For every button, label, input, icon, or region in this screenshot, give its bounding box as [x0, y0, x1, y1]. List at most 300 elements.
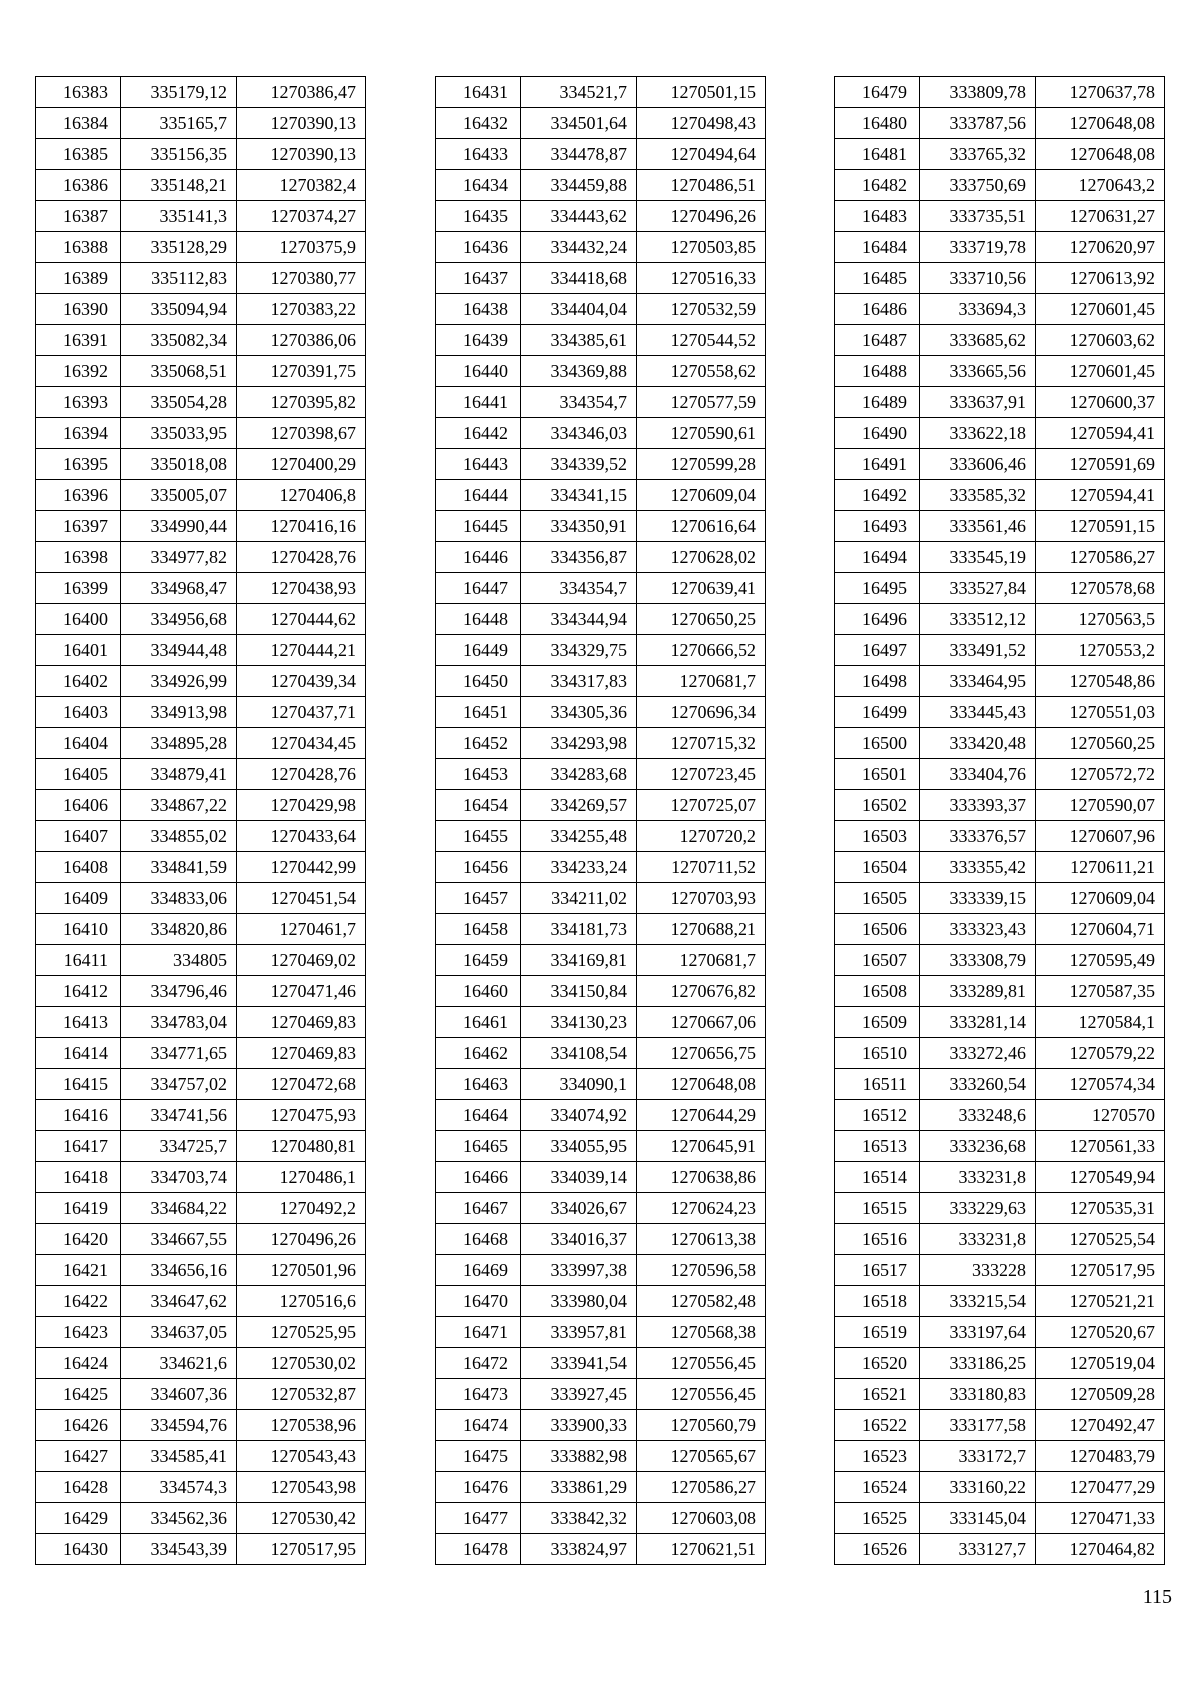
x-coordinate-cell: 334926,99 [121, 666, 237, 697]
x-coordinate-cell: 333180,83 [920, 1379, 1036, 1410]
y-coordinate-cell: 1270681,7 [637, 666, 766, 697]
point-number-cell: 16507 [835, 945, 920, 976]
y-coordinate-cell: 1270395,82 [237, 387, 366, 418]
point-number-cell: 16403 [36, 697, 121, 728]
y-coordinate-cell: 1270561,33 [1036, 1131, 1165, 1162]
y-coordinate-cell: 1270570 [1036, 1100, 1165, 1131]
point-number-cell: 16511 [835, 1069, 920, 1100]
y-coordinate-cell: 1270471,46 [237, 976, 366, 1007]
y-coordinate-cell: 1270603,62 [1036, 325, 1165, 356]
x-coordinate-cell: 335156,35 [121, 139, 237, 170]
point-number-cell: 16392 [36, 356, 121, 387]
point-number-cell: 16393 [36, 387, 121, 418]
x-coordinate-cell: 334725,7 [121, 1131, 237, 1162]
table-row [436, 356, 766, 387]
y-coordinate-cell: 1270525,54 [1036, 1224, 1165, 1255]
table-row [436, 170, 766, 201]
x-coordinate-cell: 334667,55 [121, 1224, 237, 1255]
x-coordinate-cell: 334805 [121, 945, 237, 976]
coordinate-table-2 [435, 76, 766, 1565]
x-coordinate-cell: 333376,57 [920, 821, 1036, 852]
point-number-cell: 16415 [36, 1069, 121, 1100]
point-number-cell: 16425 [36, 1379, 121, 1410]
y-coordinate-cell: 1270438,93 [237, 573, 366, 604]
point-number-cell: 16523 [835, 1441, 920, 1472]
point-number-cell: 16454 [436, 790, 521, 821]
point-number-cell: 16471 [436, 1317, 521, 1348]
point-number-cell: 16485 [835, 263, 920, 294]
table-row [835, 294, 1165, 325]
y-coordinate-cell: 1270578,68 [1036, 573, 1165, 604]
table-row [436, 1100, 766, 1131]
y-coordinate-cell: 1270519,04 [1036, 1348, 1165, 1379]
point-number-cell: 16424 [36, 1348, 121, 1379]
y-coordinate-cell: 1270656,75 [637, 1038, 766, 1069]
x-coordinate-cell: 333842,32 [521, 1503, 637, 1534]
table-row [835, 1255, 1165, 1286]
x-coordinate-cell: 333464,95 [920, 666, 1036, 697]
table-row [36, 511, 366, 542]
x-coordinate-cell: 334369,88 [521, 356, 637, 387]
y-coordinate-cell: 1270538,96 [237, 1410, 366, 1441]
x-coordinate-cell: 334356,87 [521, 542, 637, 573]
y-coordinate-cell: 1270517,95 [237, 1534, 366, 1565]
x-coordinate-cell: 333145,04 [920, 1503, 1036, 1534]
x-coordinate-cell: 335033,95 [121, 418, 237, 449]
point-number-cell: 16517 [835, 1255, 920, 1286]
table-row [36, 294, 366, 325]
y-coordinate-cell: 1270556,45 [637, 1379, 766, 1410]
point-number-cell: 16447 [436, 573, 521, 604]
point-number-cell: 16409 [36, 883, 121, 914]
table-row [436, 1472, 766, 1503]
table-row [835, 1472, 1165, 1503]
y-coordinate-cell: 1270587,35 [1036, 976, 1165, 1007]
table-row [36, 1131, 366, 1162]
table-row [36, 325, 366, 356]
y-coordinate-cell: 1270560,25 [1036, 728, 1165, 759]
x-coordinate-cell: 333248,6 [920, 1100, 1036, 1131]
y-coordinate-cell: 1270666,52 [637, 635, 766, 666]
x-coordinate-cell: 333186,25 [920, 1348, 1036, 1379]
x-coordinate-cell: 333710,56 [920, 263, 1036, 294]
point-number-cell: 16412 [36, 976, 121, 1007]
table-row [436, 1441, 766, 1472]
table-row [835, 542, 1165, 573]
table-row [835, 1441, 1165, 1472]
point-number-cell: 16482 [835, 170, 920, 201]
x-coordinate-cell: 335005,07 [121, 480, 237, 511]
point-number-cell: 16520 [835, 1348, 920, 1379]
point-number-cell: 16449 [436, 635, 521, 666]
y-coordinate-cell: 1270503,85 [637, 232, 766, 263]
table-row [835, 1224, 1165, 1255]
x-coordinate-cell: 334329,75 [521, 635, 637, 666]
x-coordinate-cell: 334895,28 [121, 728, 237, 759]
point-number-cell: 16406 [36, 790, 121, 821]
y-coordinate-cell: 1270521,21 [1036, 1286, 1165, 1317]
point-number-cell: 16489 [835, 387, 920, 418]
point-number-cell: 16386 [36, 170, 121, 201]
x-coordinate-cell: 333289,81 [920, 976, 1036, 1007]
y-coordinate-cell: 1270501,15 [637, 77, 766, 108]
x-coordinate-cell: 333197,64 [920, 1317, 1036, 1348]
x-coordinate-cell: 333997,38 [521, 1255, 637, 1286]
x-coordinate-cell: 335094,94 [121, 294, 237, 325]
point-number-cell: 16463 [436, 1069, 521, 1100]
table-row [36, 666, 366, 697]
point-number-cell: 16426 [36, 1410, 121, 1441]
table-row [436, 1348, 766, 1379]
point-number-cell: 16391 [36, 325, 121, 356]
table-row [835, 201, 1165, 232]
table-row [436, 1379, 766, 1410]
point-number-cell: 16506 [835, 914, 920, 945]
x-coordinate-cell: 334684,22 [121, 1193, 237, 1224]
table-row [36, 852, 366, 883]
point-number-cell: 16465 [436, 1131, 521, 1162]
table-row [835, 883, 1165, 914]
table-row [36, 635, 366, 666]
x-coordinate-cell: 334833,06 [121, 883, 237, 914]
x-coordinate-cell: 333420,48 [920, 728, 1036, 759]
table-row [36, 1193, 366, 1224]
y-coordinate-cell: 1270601,45 [1036, 356, 1165, 387]
y-coordinate-cell: 1270711,52 [637, 852, 766, 883]
table-row [36, 790, 366, 821]
y-coordinate-cell: 1270584,1 [1036, 1007, 1165, 1038]
x-coordinate-cell: 333637,91 [920, 387, 1036, 418]
y-coordinate-cell: 1270639,41 [637, 573, 766, 604]
point-number-cell: 16448 [436, 604, 521, 635]
y-coordinate-cell: 1270720,2 [637, 821, 766, 852]
table-row [36, 1100, 366, 1131]
table-row [436, 728, 766, 759]
y-coordinate-cell: 1270483,79 [1036, 1441, 1165, 1472]
x-coordinate-cell: 333622,18 [920, 418, 1036, 449]
point-number-cell: 16419 [36, 1193, 121, 1224]
y-coordinate-cell: 1270486,1 [237, 1162, 366, 1193]
point-number-cell: 16401 [36, 635, 121, 666]
point-number-cell: 16434 [436, 170, 521, 201]
point-number-cell: 16519 [835, 1317, 920, 1348]
y-coordinate-cell: 1270480,81 [237, 1131, 366, 1162]
y-coordinate-cell: 1270496,26 [237, 1224, 366, 1255]
table-row [36, 108, 366, 139]
x-coordinate-cell: 335112,83 [121, 263, 237, 294]
y-coordinate-cell: 1270442,99 [237, 852, 366, 883]
y-coordinate-cell: 1270565,67 [637, 1441, 766, 1472]
point-number-cell: 16491 [835, 449, 920, 480]
x-coordinate-cell: 334293,98 [521, 728, 637, 759]
point-number-cell: 16432 [436, 108, 521, 139]
table-row [36, 542, 366, 573]
point-number-cell: 16479 [835, 77, 920, 108]
x-coordinate-cell: 334418,68 [521, 263, 637, 294]
point-number-cell: 16457 [436, 883, 521, 914]
x-coordinate-cell: 333750,69 [920, 170, 1036, 201]
table-row [436, 1224, 766, 1255]
y-coordinate-cell: 1270437,71 [237, 697, 366, 728]
point-number-cell: 16525 [835, 1503, 920, 1534]
y-coordinate-cell: 1270595,49 [1036, 945, 1165, 976]
point-number-cell: 16518 [835, 1286, 920, 1317]
table-row [436, 325, 766, 356]
y-coordinate-cell: 1270631,27 [1036, 201, 1165, 232]
table-row [36, 1038, 366, 1069]
x-coordinate-cell: 333445,43 [920, 697, 1036, 728]
y-coordinate-cell: 1270532,87 [237, 1379, 366, 1410]
x-coordinate-cell: 334211,02 [521, 883, 637, 914]
y-coordinate-cell: 1270471,33 [1036, 1503, 1165, 1534]
x-coordinate-cell: 335141,3 [121, 201, 237, 232]
table-row [436, 1410, 766, 1441]
x-coordinate-cell: 335068,51 [121, 356, 237, 387]
x-coordinate-cell: 335082,34 [121, 325, 237, 356]
table-row [436, 604, 766, 635]
table-row [36, 759, 366, 790]
y-coordinate-cell: 1270568,38 [637, 1317, 766, 1348]
coordinate-table-3 [834, 76, 1165, 1565]
point-number-cell: 16430 [36, 1534, 121, 1565]
point-number-cell: 16460 [436, 976, 521, 1007]
y-coordinate-cell: 1270386,06 [237, 325, 366, 356]
y-coordinate-cell: 1270645,91 [637, 1131, 766, 1162]
point-number-cell: 16496 [835, 604, 920, 635]
point-number-cell: 16501 [835, 759, 920, 790]
point-number-cell: 16397 [36, 511, 121, 542]
y-coordinate-cell: 1270486,51 [637, 170, 766, 201]
x-coordinate-cell: 333685,62 [920, 325, 1036, 356]
x-coordinate-cell: 334977,82 [121, 542, 237, 573]
x-coordinate-cell: 333393,37 [920, 790, 1036, 821]
point-number-cell: 16458 [436, 914, 521, 945]
table-row [436, 1286, 766, 1317]
point-number-cell: 16418 [36, 1162, 121, 1193]
x-coordinate-cell: 333404,76 [920, 759, 1036, 790]
table-row [436, 821, 766, 852]
table-row [436, 387, 766, 418]
y-coordinate-cell: 1270429,98 [237, 790, 366, 821]
x-coordinate-cell: 333491,52 [920, 635, 1036, 666]
y-coordinate-cell: 1270644,29 [637, 1100, 766, 1131]
table-row [835, 945, 1165, 976]
point-number-cell: 16437 [436, 263, 521, 294]
x-coordinate-cell: 334543,39 [121, 1534, 237, 1565]
x-coordinate-cell: 333229,63 [920, 1193, 1036, 1224]
point-number-cell: 16459 [436, 945, 521, 976]
y-coordinate-cell: 1270509,28 [1036, 1379, 1165, 1410]
x-coordinate-cell: 333228 [920, 1255, 1036, 1286]
y-coordinate-cell: 1270613,92 [1036, 263, 1165, 294]
x-coordinate-cell: 333606,46 [920, 449, 1036, 480]
table-row [436, 77, 766, 108]
x-coordinate-cell: 334879,41 [121, 759, 237, 790]
point-number-cell: 16395 [36, 449, 121, 480]
x-coordinate-cell: 334039,14 [521, 1162, 637, 1193]
table-row [436, 1007, 766, 1038]
y-coordinate-cell: 1270543,98 [237, 1472, 366, 1503]
x-coordinate-cell: 334855,02 [121, 821, 237, 852]
y-coordinate-cell: 1270416,16 [237, 511, 366, 542]
table-row [835, 1534, 1165, 1565]
y-coordinate-cell: 1270577,59 [637, 387, 766, 418]
table-row [436, 480, 766, 511]
x-coordinate-cell: 334607,36 [121, 1379, 237, 1410]
table-row [835, 666, 1165, 697]
point-number-cell: 16504 [835, 852, 920, 883]
y-coordinate-cell: 1270688,21 [637, 914, 766, 945]
table-row [36, 449, 366, 480]
table-row [36, 945, 366, 976]
x-coordinate-cell: 334459,88 [521, 170, 637, 201]
table-row [835, 697, 1165, 728]
x-coordinate-cell: 335128,29 [121, 232, 237, 263]
table-row [835, 914, 1165, 945]
x-coordinate-cell: 334757,02 [121, 1069, 237, 1100]
table-row [436, 914, 766, 945]
table-row [36, 1348, 366, 1379]
table-row [835, 1503, 1165, 1534]
table-row [835, 387, 1165, 418]
table-row [835, 108, 1165, 139]
point-number-cell: 16516 [835, 1224, 920, 1255]
point-number-cell: 16423 [36, 1317, 121, 1348]
point-number-cell: 16384 [36, 108, 121, 139]
x-coordinate-cell: 334867,22 [121, 790, 237, 821]
table-row [835, 976, 1165, 1007]
x-coordinate-cell: 333272,46 [920, 1038, 1036, 1069]
table-row [835, 790, 1165, 821]
table-row [36, 821, 366, 852]
y-coordinate-cell: 1270382,4 [237, 170, 366, 201]
table-row [835, 1317, 1165, 1348]
y-coordinate-cell: 1270596,58 [637, 1255, 766, 1286]
y-coordinate-cell: 1270444,21 [237, 635, 366, 666]
point-number-cell: 16433 [436, 139, 521, 170]
x-coordinate-cell: 334913,98 [121, 697, 237, 728]
x-coordinate-cell: 334956,68 [121, 604, 237, 635]
x-coordinate-cell: 334562,36 [121, 1503, 237, 1534]
x-coordinate-cell: 333281,14 [920, 1007, 1036, 1038]
point-number-cell: 16443 [436, 449, 521, 480]
table-row [436, 1317, 766, 1348]
point-number-cell: 16396 [36, 480, 121, 511]
table-row [36, 263, 366, 294]
y-coordinate-cell: 1270611,21 [1036, 852, 1165, 883]
x-coordinate-cell: 333215,54 [920, 1286, 1036, 1317]
table-row [436, 1193, 766, 1224]
x-coordinate-cell: 333160,22 [920, 1472, 1036, 1503]
x-coordinate-cell: 334585,41 [121, 1441, 237, 1472]
point-number-cell: 16475 [436, 1441, 521, 1472]
table-row [436, 1162, 766, 1193]
point-number-cell: 16480 [835, 108, 920, 139]
x-coordinate-cell: 334521,7 [521, 77, 637, 108]
y-coordinate-cell: 1270428,76 [237, 542, 366, 573]
x-coordinate-cell: 333719,78 [920, 232, 1036, 263]
x-coordinate-cell: 334783,04 [121, 1007, 237, 1038]
point-number-cell: 16439 [436, 325, 521, 356]
x-coordinate-cell: 333355,42 [920, 852, 1036, 883]
x-coordinate-cell: 333927,45 [521, 1379, 637, 1410]
point-number-cell: 16470 [436, 1286, 521, 1317]
y-coordinate-cell: 1270603,08 [637, 1503, 766, 1534]
y-coordinate-cell: 1270374,27 [237, 201, 366, 232]
point-number-cell: 16442 [436, 418, 521, 449]
x-coordinate-cell: 333900,33 [521, 1410, 637, 1441]
point-number-cell: 16436 [436, 232, 521, 263]
table-row [36, 604, 366, 635]
y-coordinate-cell: 1270582,48 [637, 1286, 766, 1317]
point-number-cell: 16503 [835, 821, 920, 852]
y-coordinate-cell: 1270530,02 [237, 1348, 366, 1379]
y-coordinate-cell: 1270586,27 [1036, 542, 1165, 573]
table-row [36, 1410, 366, 1441]
point-number-cell: 16416 [36, 1100, 121, 1131]
table-row [835, 1007, 1165, 1038]
point-number-cell: 16513 [835, 1131, 920, 1162]
x-coordinate-cell: 333694,3 [920, 294, 1036, 325]
x-coordinate-cell: 333980,04 [521, 1286, 637, 1317]
x-coordinate-cell: 334703,74 [121, 1162, 237, 1193]
point-number-cell: 16404 [36, 728, 121, 759]
y-coordinate-cell: 1270601,45 [1036, 294, 1165, 325]
y-coordinate-cell: 1270406,8 [237, 480, 366, 511]
x-coordinate-cell: 333231,8 [920, 1224, 1036, 1255]
y-coordinate-cell: 1270520,67 [1036, 1317, 1165, 1348]
point-number-cell: 16510 [835, 1038, 920, 1069]
y-coordinate-cell: 1270591,15 [1036, 511, 1165, 542]
y-coordinate-cell: 1270400,29 [237, 449, 366, 480]
point-number-cell: 16500 [835, 728, 920, 759]
y-coordinate-cell: 1270676,82 [637, 976, 766, 1007]
point-number-cell: 16461 [436, 1007, 521, 1038]
table-row [835, 1286, 1165, 1317]
table-row [835, 573, 1165, 604]
y-coordinate-cell: 1270725,07 [637, 790, 766, 821]
x-coordinate-cell: 335148,21 [121, 170, 237, 201]
table-row [436, 294, 766, 325]
y-coordinate-cell: 1270643,2 [1036, 170, 1165, 201]
point-number-cell: 16387 [36, 201, 121, 232]
x-coordinate-cell: 334443,62 [521, 201, 637, 232]
table-row [835, 604, 1165, 635]
point-number-cell: 16483 [835, 201, 920, 232]
table-row [436, 542, 766, 573]
table-row [436, 1534, 766, 1565]
point-number-cell: 16502 [835, 790, 920, 821]
x-coordinate-cell: 335054,28 [121, 387, 237, 418]
table-row [835, 1162, 1165, 1193]
table-row [835, 511, 1165, 542]
y-coordinate-cell: 1270558,62 [637, 356, 766, 387]
point-number-cell: 16472 [436, 1348, 521, 1379]
table-row [36, 387, 366, 418]
y-coordinate-cell: 1270715,32 [637, 728, 766, 759]
point-number-cell: 16478 [436, 1534, 521, 1565]
x-coordinate-cell: 334130,23 [521, 1007, 637, 1038]
table-row [436, 418, 766, 449]
point-number-cell: 16389 [36, 263, 121, 294]
point-number-cell: 16492 [835, 480, 920, 511]
table-row [436, 635, 766, 666]
x-coordinate-cell: 334432,24 [521, 232, 637, 263]
point-number-cell: 16402 [36, 666, 121, 697]
point-number-cell: 16421 [36, 1255, 121, 1286]
y-coordinate-cell: 1270391,75 [237, 356, 366, 387]
table-row [835, 821, 1165, 852]
